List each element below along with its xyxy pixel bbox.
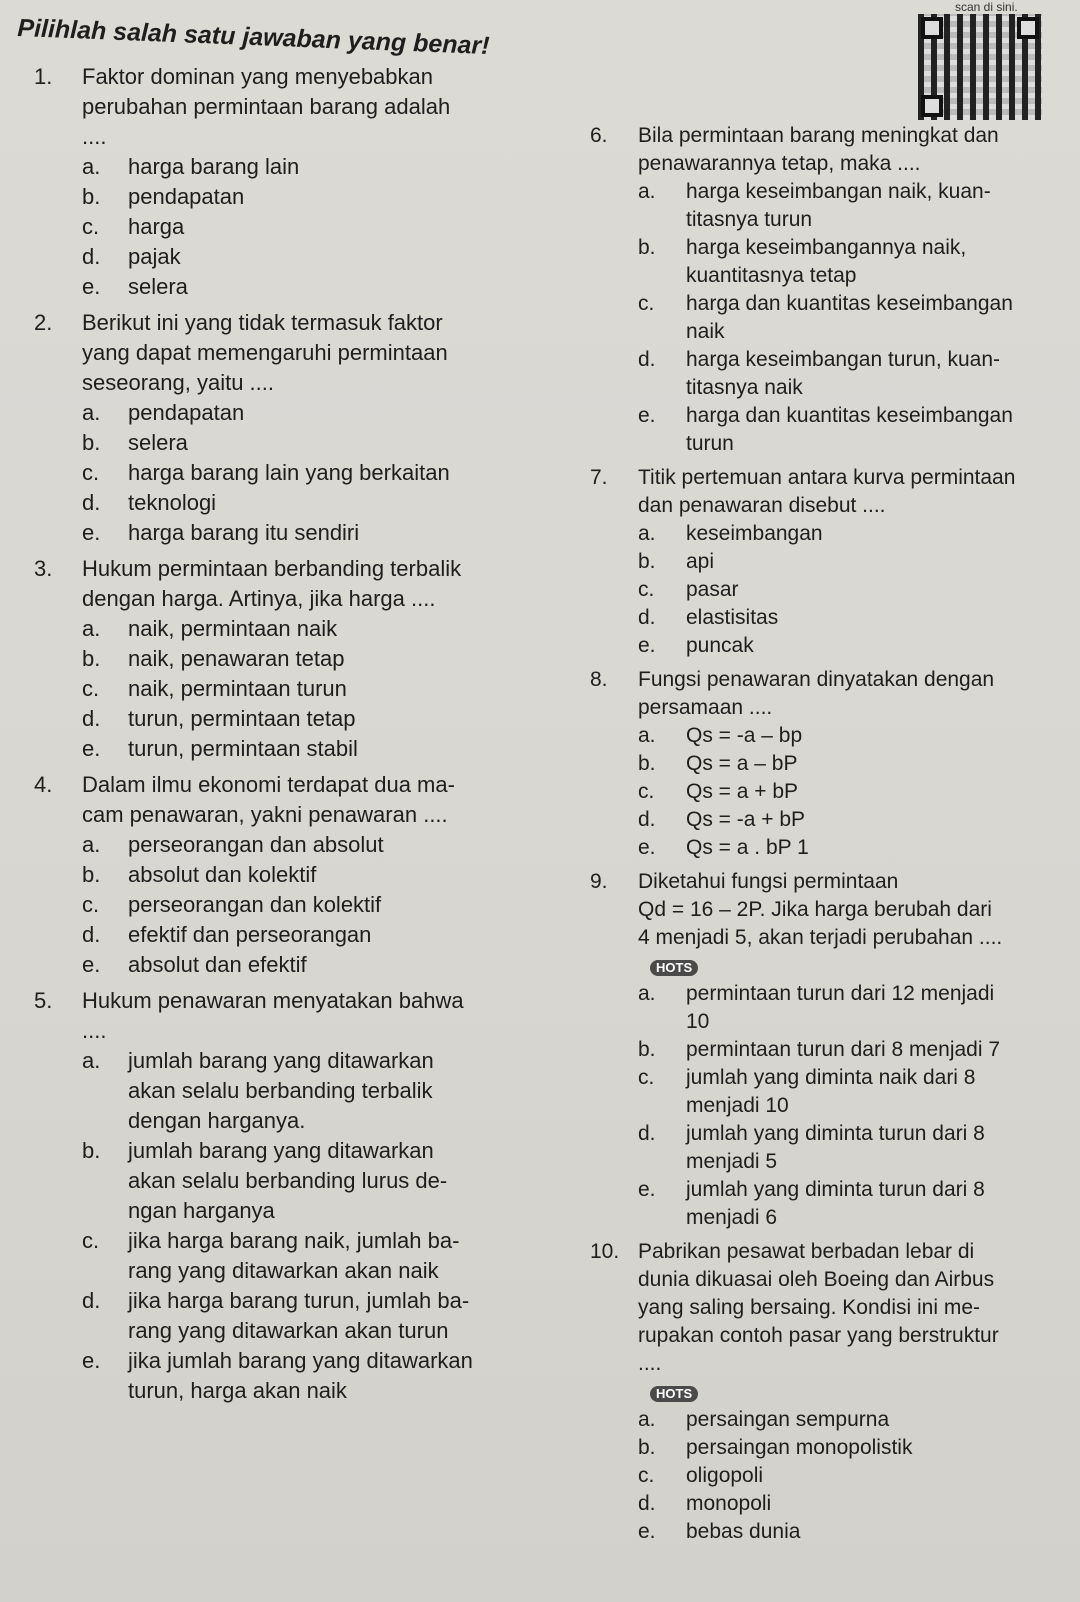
answer-option-d[interactable] [638, 806, 1060, 834]
option-letter: b. [82, 862, 101, 887]
page-title: Pilihlah salah satu jawaban yang benar! [16, 14, 491, 61]
answer-option-a[interactable] [82, 1046, 534, 1136]
option-letter: c. [638, 780, 655, 803]
question-stem: Faktor dominan yang menyebabkan perubahan permintaan barang adalah .... [82, 64, 451, 149]
question-number: 10. [590, 1240, 620, 1263]
question-stem: Berikut ini yang tidak termasuk faktor yang dapat memengaruhi permintaan seseorang, yaitu .... [82, 310, 448, 395]
answer-option-e[interactable] [638, 632, 1060, 660]
option-text: puncak [686, 634, 754, 657]
answer-option-d[interactable] [82, 704, 534, 734]
answer-option-d[interactable] [638, 1490, 1060, 1518]
option-letter: a. [82, 616, 101, 641]
left-column [34, 62, 534, 1412]
answer-option-e[interactable] [638, 1518, 1060, 1546]
question-10 [590, 1238, 1060, 1546]
option-letter: b. [638, 1038, 656, 1061]
option-text: Qs = a . bP 1 [686, 836, 809, 859]
option-text: jika harga barang naik, jumlah ba- rang yang ditawarkan akan naik [128, 1228, 460, 1283]
answer-option-d[interactable] [82, 920, 534, 950]
option-letter: b. [638, 752, 656, 775]
question-9 [590, 868, 1060, 1232]
option-text: Qs = a – bP [686, 752, 798, 775]
hots-badge: HOTS [650, 1386, 698, 1402]
option-letter: e. [638, 1178, 656, 1201]
option-letter: c. [638, 1066, 655, 1089]
answer-option-c[interactable] [82, 212, 534, 242]
option-letter: d. [638, 606, 656, 629]
option-letter: d. [638, 1122, 656, 1145]
option-text: jika jumlah barang yang ditawarkan turun, harga akan naik [128, 1348, 473, 1403]
question-4 [34, 770, 534, 980]
option-letter: a. [82, 832, 101, 857]
option-text: permintaan turun dari 8 menjadi 7 [686, 1038, 1001, 1061]
option-text: naik, permintaan turun [128, 676, 347, 701]
option-text: harga barang lain [128, 154, 300, 179]
answer-option-c[interactable] [638, 1462, 1060, 1490]
option-text: Qs = -a – bp [686, 724, 803, 747]
answer-option-a[interactable] [638, 178, 1060, 234]
answer-option-b[interactable] [82, 182, 534, 212]
answer-option-e[interactable] [82, 518, 534, 548]
answer-option-e[interactable] [638, 402, 1060, 458]
option-letter: b. [82, 1138, 101, 1163]
option-letter: b. [638, 1436, 656, 1459]
option-letter: c. [638, 292, 655, 315]
option-text: keseimbangan [686, 522, 823, 545]
option-letter: a. [82, 154, 101, 179]
option-text: harga keseimbangan turun, kuan- titasnya naik [686, 348, 1001, 399]
question-number: 9. [590, 870, 608, 893]
option-letter: a. [638, 724, 656, 747]
option-text: persaingan monopolistik [686, 1436, 913, 1459]
option-letter: a. [638, 1408, 656, 1431]
answer-option-e[interactable] [82, 272, 534, 302]
answer-option-c[interactable] [638, 778, 1060, 806]
option-text: harga keseimbangan naik, kuan- titasnya turun [686, 180, 991, 231]
option-letter: c. [638, 578, 655, 601]
option-text: harga barang lain yang berkaitan [128, 460, 450, 485]
option-text: selera [128, 430, 188, 455]
option-letter: c. [82, 460, 100, 485]
question-stem: Hukum permintaan berbanding terbalik dengan harga. Artinya, jika harga .... [82, 556, 462, 611]
option-text: jumlah yang diminta turun dari 8 menjadi 5 [686, 1122, 985, 1173]
answer-option-c[interactable] [82, 674, 534, 704]
option-letter: d. [82, 922, 101, 947]
option-text: pendapatan [128, 400, 245, 425]
question-number: 3. [34, 556, 53, 581]
question-number: 4. [34, 772, 53, 797]
option-letter: d. [638, 348, 656, 371]
answer-option-c[interactable] [82, 890, 534, 920]
answer-option-a[interactable] [82, 830, 534, 860]
option-text: efektif dan perseorangan [128, 922, 372, 947]
option-text: elastisitas [686, 606, 779, 629]
option-letter: a. [638, 180, 656, 203]
qr-scan-label: scan di sini. [955, 0, 1018, 14]
option-letter: b. [82, 184, 101, 209]
answer-option-a[interactable] [82, 614, 534, 644]
answer-option-d[interactable] [638, 1120, 1060, 1176]
option-letter: e. [638, 634, 656, 657]
answer-option-c[interactable] [638, 576, 1060, 604]
answer-option-a[interactable] [82, 398, 534, 428]
answer-option-b[interactable] [638, 1434, 1060, 1462]
option-text: pendapatan [128, 184, 245, 209]
right-column [590, 122, 1060, 1552]
option-letter: d. [82, 490, 101, 515]
question-number: 8. [590, 668, 608, 691]
option-text: jika harga barang turun, jumlah ba- rang yang ditawarkan akan turun [128, 1288, 470, 1343]
question-stem: Titik pertemuan antara kurva permintaan dan penawaran disebut .... [638, 466, 1016, 517]
question-3 [34, 554, 534, 764]
option-text: jumlah yang diminta naik dari 8 menjadi 10 [686, 1066, 976, 1117]
question-2 [34, 308, 534, 548]
option-letter: e. [638, 1520, 656, 1543]
option-text: turun, permintaan tetap [128, 706, 356, 731]
question-stem: Diketahui fungsi permintaan Qd = 16 – 2P. Jika harga berubah dari 4 menjadi 5, akan terjadi perubahan .... [638, 870, 1003, 949]
answer-option-b[interactable] [82, 428, 534, 458]
answer-option-e[interactable] [82, 1346, 534, 1406]
option-text: oligopoli [686, 1464, 764, 1487]
option-text: pajak [128, 244, 181, 269]
option-text: pasar [686, 578, 739, 601]
question-stem: Dalam ilmu ekonomi terdapat dua ma- cam penawaran, yakni penawaran .... [82, 772, 455, 827]
option-text: harga dan kuantitas keseimbangan turun [686, 404, 1013, 455]
answer-option-c[interactable] [82, 1226, 534, 1286]
option-text: monopoli [686, 1492, 772, 1515]
option-letter: e. [638, 836, 656, 859]
answer-option-c[interactable] [638, 1064, 1060, 1120]
question-8 [590, 666, 1060, 862]
option-text: turun, permintaan stabil [128, 736, 358, 761]
option-letter: b. [638, 550, 656, 573]
option-text: perseorangan dan absolut [128, 832, 384, 857]
option-letter: a. [82, 400, 101, 425]
answer-option-e[interactable] [638, 1176, 1060, 1232]
option-letter: a. [638, 982, 656, 1005]
option-text: harga dan kuantitas keseimbangan naik [686, 292, 1013, 343]
answer-option-a[interactable] [638, 1406, 1060, 1434]
option-letter: c. [82, 676, 100, 701]
option-letter: e. [82, 952, 101, 977]
hots-badge: HOTS [650, 960, 698, 976]
question-number: 1. [34, 64, 53, 89]
option-text: naik, permintaan naik [128, 616, 338, 641]
question-5 [34, 986, 534, 1406]
option-letter: d. [82, 706, 101, 731]
answer-option-d[interactable] [82, 242, 534, 272]
option-letter: b. [82, 646, 101, 671]
answer-option-a[interactable] [638, 520, 1060, 548]
question-7 [590, 464, 1060, 660]
option-letter: b. [82, 430, 101, 455]
option-letter: e. [82, 1348, 101, 1373]
option-text: jumlah barang yang ditawarkan akan selalu berbanding terbalik dengan harganya. [128, 1048, 434, 1133]
answer-option-d[interactable] [82, 1286, 534, 1346]
answer-option-a[interactable] [82, 152, 534, 182]
option-text: absolut dan efektif [128, 952, 307, 977]
option-letter: d. [82, 244, 101, 269]
question-number: 7. [590, 466, 608, 489]
option-letter: d. [638, 1492, 656, 1515]
question-number: 2. [34, 310, 53, 335]
option-text: Qs = -a + bP [686, 808, 806, 831]
question-number: 5. [34, 988, 53, 1013]
answer-option-e[interactable] [638, 834, 1060, 862]
answer-option-c[interactable] [82, 458, 534, 488]
option-letter: d. [638, 808, 656, 831]
option-letter: e. [82, 520, 101, 545]
option-text: harga keseimbangannya naik, kuantitasnya tetap [686, 236, 967, 287]
question-stem: Pabrikan pesawat berbadan lebar di dunia dikuasai oleh Boeing dan Airbus yang saling bersaing. Kondisi ini me- rupakan contoh pasar yang berstruktur .... [638, 1240, 999, 1375]
answer-option-b[interactable] [638, 1036, 1060, 1064]
answer-option-d[interactable] [82, 488, 534, 518]
question-number: 6. [590, 124, 608, 147]
option-letter: c. [638, 1464, 655, 1487]
answer-option-b[interactable] [638, 548, 1060, 576]
answer-option-a[interactable] [638, 722, 1060, 750]
option-letter: a. [82, 1048, 101, 1073]
qr-code-icon [918, 14, 1042, 120]
option-text: bebas dunia [686, 1520, 801, 1543]
answer-option-b[interactable] [638, 750, 1060, 778]
option-text: jumlah barang yang ditawarkan akan selalu berbanding lurus de- ngan harganya [128, 1138, 448, 1223]
option-text: absolut dan kolektif [128, 862, 317, 887]
question-6 [590, 122, 1060, 458]
option-letter: c. [82, 892, 100, 917]
answer-option-a[interactable] [638, 980, 1060, 1036]
option-text: teknologi [128, 490, 217, 515]
option-letter: e. [638, 404, 656, 427]
option-text: permintaan turun dari 12 menjadi 10 [686, 982, 995, 1033]
option-text: harga barang itu sendiri [128, 520, 360, 545]
option-letter: d. [82, 1288, 101, 1313]
option-letter: b. [638, 236, 656, 259]
option-text: naik, penawaran tetap [128, 646, 345, 671]
option-letter: e. [82, 736, 101, 761]
option-text: perseorangan dan kolektif [128, 892, 382, 917]
question-stem: Bila permintaan barang meningkat dan penawarannya tetap, maka .... [638, 124, 999, 175]
answer-option-b[interactable] [82, 1136, 534, 1226]
answer-option-b[interactable] [638, 234, 1060, 290]
answer-option-d[interactable] [638, 604, 1060, 632]
answer-option-d[interactable] [638, 346, 1060, 402]
answer-option-e[interactable] [82, 950, 534, 980]
option-text: api [686, 550, 715, 573]
option-letter: c. [82, 1228, 100, 1253]
option-text: selera [128, 274, 188, 299]
answer-option-e[interactable] [82, 734, 534, 764]
answer-option-b[interactable] [82, 644, 534, 674]
question-stem: Hukum penawaran menyatakan bahwa .... [82, 988, 464, 1043]
option-letter: c. [82, 214, 100, 239]
option-text: jumlah yang diminta turun dari 8 menjadi 6 [686, 1178, 985, 1229]
option-letter: a. [638, 522, 656, 545]
answer-option-b[interactable] [82, 860, 534, 890]
answer-option-c[interactable] [638, 290, 1060, 346]
question-stem: Fungsi penawaran dinyatakan dengan persamaan .... [638, 668, 995, 719]
option-text: harga [128, 214, 185, 239]
option-letter: e. [82, 274, 101, 299]
question-1 [34, 62, 534, 302]
option-text: persaingan sempurna [686, 1408, 890, 1431]
option-text: Qs = a + bP [686, 780, 799, 803]
